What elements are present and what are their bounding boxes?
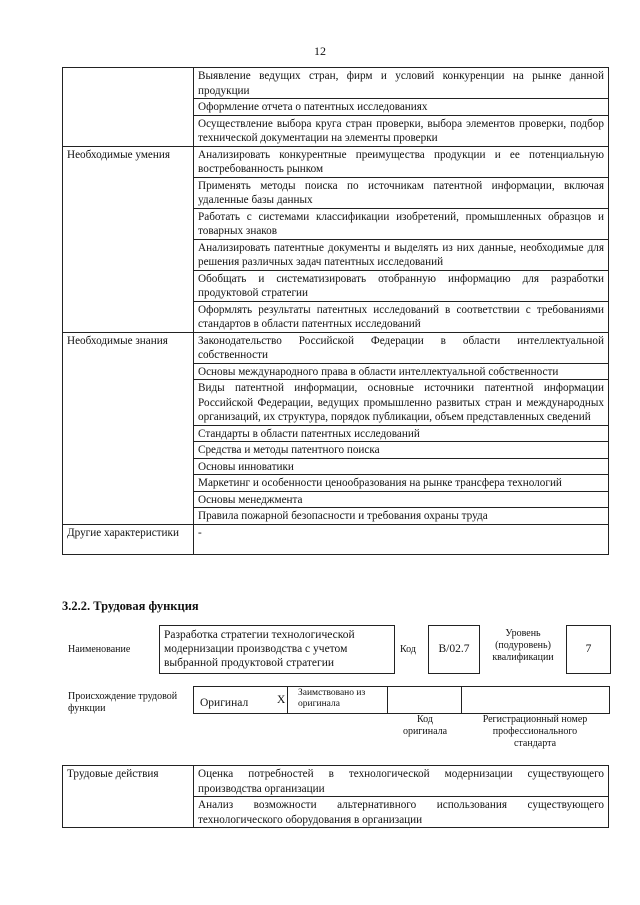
code-label: Код bbox=[400, 644, 416, 655]
knowledge-item: Маркетинг и особенности ценообразования на рынке трансфера технологий bbox=[194, 475, 609, 492]
knowledge-item: Стандарты в области патентных исследований bbox=[194, 425, 609, 442]
original-mark: X bbox=[277, 694, 286, 706]
knowledge-item: Законодательство Российской Федерации в области интеллектуальной собственности bbox=[194, 332, 609, 363]
other-value: - bbox=[194, 524, 609, 554]
name-value: Разработка стратегии технологической модернизации производства с учетом выбранной продуктовой стратегии bbox=[164, 629, 355, 669]
knowledge-item: Основы международного права в области интеллектуальной собственности bbox=[194, 363, 609, 380]
code-box bbox=[428, 625, 480, 674]
empty-label-cell bbox=[63, 68, 194, 147]
knowledge-item: Правила пожарной безопасности и требования охраны труда bbox=[194, 508, 609, 525]
knowledge-item: Основы инноватики bbox=[194, 458, 609, 475]
table-row bbox=[63, 332, 609, 363]
reg-number-label: Регистрационный номер профессионального стандарта bbox=[482, 714, 588, 749]
action-item: Осуществление выбора круга стран проверки, выбора элементов проверки, подбор технической документации на элементы проверки bbox=[194, 115, 609, 146]
origin-code-label: Код оригинала bbox=[402, 714, 448, 737]
labor-actions-label: Трудовые действия bbox=[63, 766, 194, 828]
level-value: 7 bbox=[585, 643, 592, 655]
skill-item: Работать с системами классификации изобретений, промышленных образцов и товарных знаков bbox=[194, 208, 609, 239]
level-box bbox=[566, 625, 611, 674]
action-item: Оформление отчета о патентных исследованиях bbox=[194, 99, 609, 116]
borrowed-label: Заимствовано из оригинала bbox=[298, 688, 366, 709]
divider bbox=[287, 687, 288, 713]
skill-item: Оформлять результаты патентных исследований в соответствии с требованиями стандартов в области патентных исследований bbox=[194, 301, 609, 332]
knowledge-label: Необходимые знания bbox=[63, 332, 194, 524]
skills-label: Необходимые умения bbox=[63, 146, 194, 332]
table-row bbox=[63, 766, 609, 797]
divider bbox=[387, 687, 388, 713]
original-label: Оригинал bbox=[200, 697, 249, 709]
skill-item: Применять методы поиска по источникам патентной информации, включая удаленные базы данных bbox=[194, 177, 609, 208]
knowledge-item: Виды патентной информации, основные источники патентной информации Российской Федерации, ведущих промышленно развитых стран и международных организаций, их структура, порядок публикации, объем представленных сведений bbox=[194, 380, 609, 426]
reg-number-box bbox=[459, 686, 610, 714]
skill-item: Обобщать и систематизировать отобранную информацию для разработки продуктовой стратегии bbox=[194, 270, 609, 301]
table-row bbox=[63, 68, 609, 99]
name-box bbox=[159, 625, 395, 674]
origin-box bbox=[193, 686, 462, 714]
labor-actions-table bbox=[62, 765, 609, 828]
code-value: B/02.7 bbox=[438, 643, 470, 655]
skill-item: Анализировать патентные документы и выделять из них данные, необходимые для решения различных задач патентных исследований bbox=[194, 239, 609, 270]
other-label: Другие характеристики bbox=[63, 524, 194, 554]
table-row bbox=[63, 146, 609, 177]
knowledge-item: Средства и методы патентного поиска bbox=[194, 442, 609, 459]
requirements-table bbox=[62, 67, 609, 555]
labor-action-item: Анализ возможности альтернативного использования существующего технологического оборудования в организации bbox=[194, 797, 609, 828]
labor-action-item: Оценка потребностей в технологической модернизации существующего производства организации bbox=[194, 766, 609, 797]
skill-item: Анализировать конкурентные преимущества продукции и ее потенциальную востребованность рынком bbox=[194, 146, 609, 177]
page-number: 12 bbox=[314, 44, 326, 58]
origin-label: Происхождение трудовой функции bbox=[68, 691, 178, 714]
name-label: Наименование bbox=[68, 644, 131, 655]
action-item: Выявление ведущих стран, фирм и условий конкуренции на рынке данной продукции bbox=[194, 68, 609, 99]
level-label: Уровень (подуровень) квалификации bbox=[492, 628, 554, 663]
knowledge-item: Основы менеджмента bbox=[194, 491, 609, 508]
table-row bbox=[63, 524, 609, 554]
section-title: 3.2.2. Трудовая функция bbox=[62, 599, 199, 613]
